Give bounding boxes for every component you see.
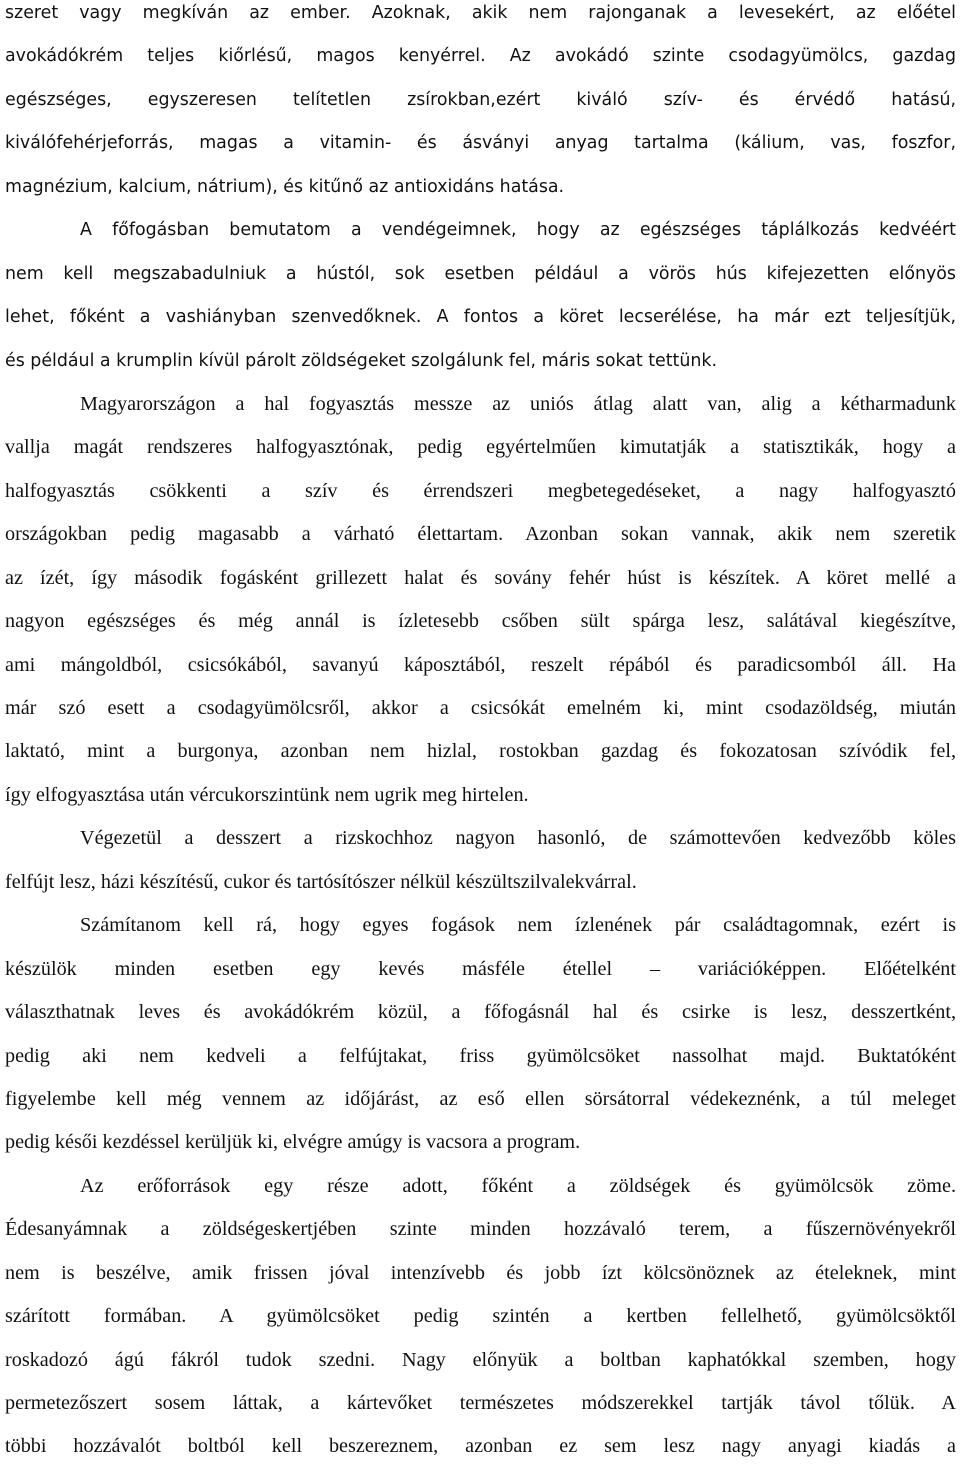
text-line: Végezetül a desszert a rizskochhoz nagyon hasonló, de számottevően kedvezőbb köles [80, 827, 956, 850]
text-line: szárított formában. A gyümölcsöket pedig szintén a kertben fellelhető, gyümölcsöktől [5, 1305, 956, 1328]
text-line: készülök minden esetben egy kevés másféle étellel – variációképpen. Előételként [5, 957, 956, 980]
text-line: országokban pedig magasabb a várható élettartam. Azonban sokan vannak, akik nem szeretik [5, 523, 956, 546]
text-line: Magyarországon a hal fogyasztás messze az uniós átlag alatt van, alig a kétharmadunk [80, 392, 956, 415]
text-line: figyelembe kell még vennem az időjárást, az eső ellen sörsátorral védekeznénk, a túl meleget [5, 1087, 956, 1110]
text-line: többi hozzávalót boltból kell beszereznem, azonban ez sem lesz nagy anyagi kiadás a [5, 1435, 956, 1458]
text-line: nem kell megszabadulniuk a hústól, sok esetben például a vörös hús kifejezetten előnyös [5, 263, 956, 284]
text-line: halfogyasztás csökkenti a szív és érrendszeri megbetegedéseket, a nagy halfogyasztó [5, 479, 956, 502]
text-line: nem is beszélve, amik frissen jóval intenzívebb és jobb ízt kölcsönöznek az ételeknek, mint [5, 1261, 956, 1284]
text-line: már szó esett a csodagyümölcsről, akkor a csicsókát emelném ki, mint csodazöldség, miután [5, 697, 956, 719]
text-line: nagyon egészséges és még annál is ízletesebb csőben sült spárga lesz, salátával kiegészítve, [5, 610, 956, 633]
text-line: vallja magát rendszeres halfogyasztónak, pedig egyértelműen kimutatják a statisztikák, hogy a [5, 436, 956, 459]
text-line: A főfogásban bemutatom a vendégeimnek, hogy az egészséges táplálkozás kedvéért [80, 220, 956, 241]
text-line: permetezőszert sosem láttak, a kártevőket természetes módszerekkel tartják távol tőlük. A [5, 1392, 956, 1414]
text-line: Édesanyámnak a zöldségeskertjében szinte minden hozzávaló terem, a fűszernövényekről [5, 1218, 956, 1241]
text-line: pedig késői kezdéssel kerüljük ki, elvégre amúgy is vacsora a program. [5, 1131, 581, 1154]
text-line: Számítanom kell rá, hogy egyes fogások nem ízlenének pár családtagomnak, ezért is [80, 914, 956, 937]
text-line: roskadozó ágú fákról tudok szedni. Nagy előnyük a boltban kaphatókkal szemben, hogy [5, 1348, 956, 1371]
text-line: az ízét, így második fogásként grillezett halat és sovány fehér húst is készítek. A köret mellé a [5, 566, 956, 589]
text-line: egészséges, egyszeresen telítetlen zsírokban,ezért kiváló szív- és érvédő hatású, [5, 89, 956, 110]
text-line: Az erőforrások egy része adott, főként a zöldségek és gyümölcsök zöme. [80, 1174, 956, 1197]
text-line: lehet, főként a vashiányban szenvedőknek. A fontos a köret lecserélése, ha már ezt teljesítjük, [5, 307, 956, 328]
text-line: szeret vagy megkíván az ember. Azoknak, akik nem rajonganak a levesekért, az előétel [5, 3, 956, 23]
text-line: pedig aki nem kedveli a felfújtakat, friss gyümölcsöket nassolhat majd. Buktatóként [5, 1044, 956, 1067]
text-line: kiválófehérjeforrás, magas a vitamin- és ásványi anyag tartalma (kálium, vas, foszfor, [5, 133, 956, 154]
text-line: ami mángoldból, csicsókából, savanyú káposztából, reszelt répából és paradicsomból áll. Ha [5, 653, 956, 676]
text-line: laktató, mint a burgonya, azonban nem hizlal, rostokban gazdag és fokozatosan szívódik fel, [5, 740, 956, 763]
text-line: avokádókrém teljes kiőrlésű, magos kenyérrel. Az avokádó szinte csodagyümölcs, gazdag [5, 46, 956, 67]
text-line: választhatnak leves és avokádókrém közül, a főfogásnál hal és csirke is lesz, desszertként, [5, 1001, 956, 1024]
text-line: felfújt lesz, házi készítésű, cukor és tartósítószer nélkül készültszilvalekvárral. [5, 870, 637, 893]
text-line: magnézium, kalcium, nátrium), és kitűnő az antioxidáns hatása. [5, 176, 565, 197]
text-line: és például a krumplin kívül párolt zöldségeket szolgálunk fel, máris sokat tettünk. [5, 350, 718, 371]
text-line: így elfogyasztása után vércukorszintünk nem ugrik meg hirtelen. [5, 783, 529, 806]
